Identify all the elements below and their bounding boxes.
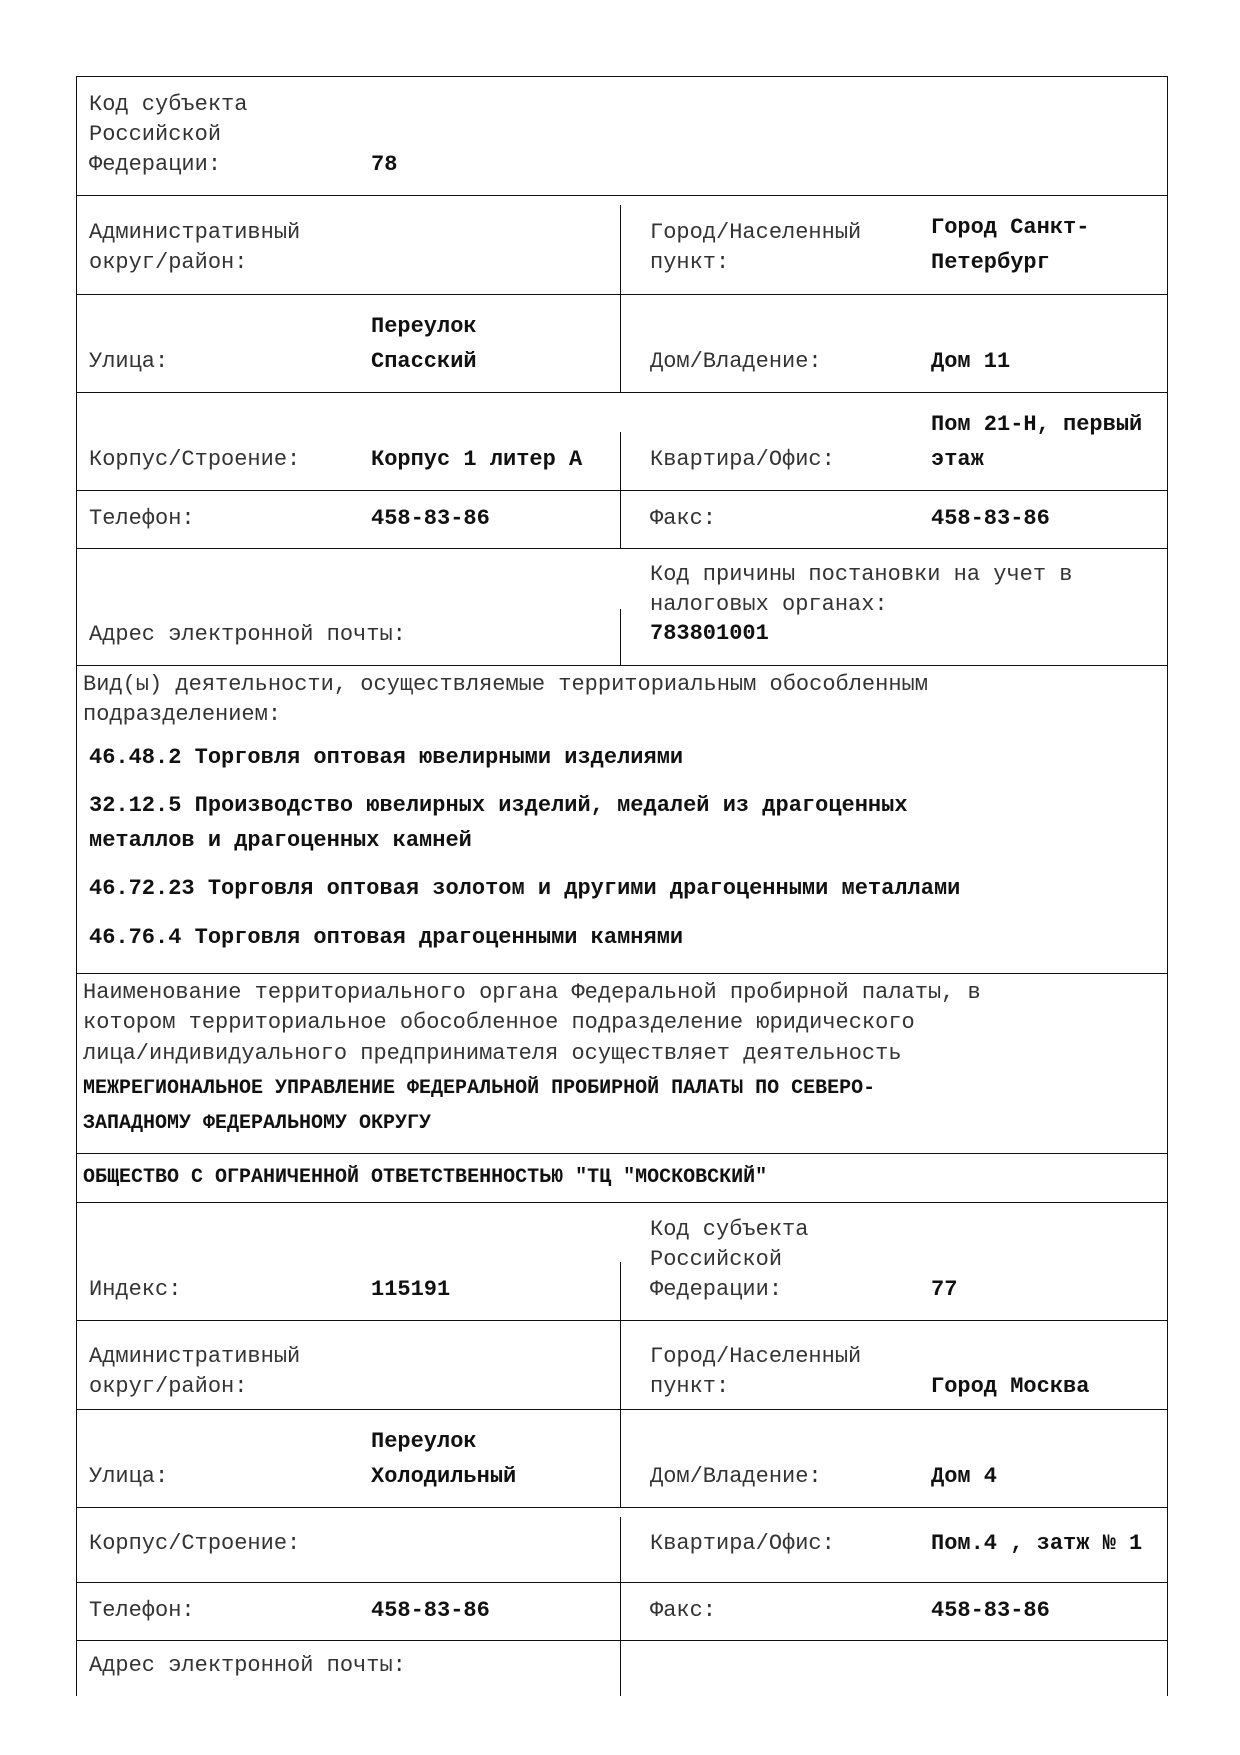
building-label: Корпус/Строение: [89,447,301,472]
authority-value: ЗАПАДНОМУ ФЕДЕРАЛЬНОМУ ОКРУГУ [83,1112,432,1135]
index-label: Индекс: [89,1277,182,1302]
column-separator [620,1262,621,1320]
district-label: округ/район: [89,1374,248,1399]
divider [76,1153,1168,1154]
divider [76,1507,1168,1508]
region-code-value: 78 [371,152,398,177]
region-code-label: Код субъекта [89,92,248,117]
divider [76,195,1168,196]
column-separator [620,432,621,490]
district-label: округ/район: [89,250,248,275]
activities-label: подразделением: [83,702,282,727]
divider [76,1320,1168,1321]
house-value: Дом 4 [931,1464,998,1489]
activity-item: 46.76.4 Торговля оптовая драгоценными камнями [89,925,684,950]
column-separator [620,490,621,548]
phone-value: 458-83-86 [371,506,490,531]
kpp-value: 783801001 [650,621,769,646]
kpp-label: налоговых органах: [650,592,888,617]
email-label: Адрес электронной почты: [89,622,406,647]
divider [76,1582,1168,1583]
divider [76,665,1168,666]
flat-value: Пом.4 , затж № 1 [931,1531,1143,1556]
fax-label: Факс: [650,1598,717,1623]
activity-item: 46.48.2 Торговля оптовая ювелирными изделиями [89,745,684,770]
authority-label: котором территориальное обособленное подразделение юридического [83,1010,915,1035]
district-label: Административный [89,220,301,245]
activity-item: 46.72.23 Торговля оптовая золотом и другими драгоценными металлами [89,876,961,901]
activity-item: 32.12.5 Производство ювелирных изделий, медалей из драгоценных [89,793,908,818]
region-code-label: Федерации: [89,152,222,177]
divider [76,1409,1168,1410]
column-separator [620,1409,621,1507]
authority-label: лица/индивидуального предпринимателя осуществляет деятельность [83,1041,902,1066]
phone-label: Телефон: [89,506,195,531]
flat-value: этаж [931,447,984,472]
city-label: пункт: [650,250,730,275]
kpp-label: Код причины постановки на учет в [650,562,1073,587]
divider [76,1640,1168,1641]
activity-item: металлов и драгоценных камней [89,828,472,853]
divider [76,76,1168,77]
activities-label: Вид(ы) деятельности, осуществляемые территориальным обособленным [83,672,928,697]
flat-label: Квартира/Офис: [650,1531,835,1556]
house-label: Дом/Владение: [650,349,822,374]
divider [76,294,1168,295]
street-value: Холодильный [371,1464,517,1489]
street-value: Переулок [371,314,477,339]
city-label: Город/Населенный [650,1344,862,1369]
street-value: Переулок [371,1429,477,1454]
fax-value: 458-83-86 [931,506,1050,531]
phone-value: 458-83-86 [371,1598,490,1623]
company-name: ОБЩЕСТВО С ОГРАНИЧЕННОЙ ОТВЕТСТВЕННОСТЬЮ "ТЦ "МОСКОВСКИЙ" [83,1166,768,1189]
column-separator [620,1517,621,1582]
street-value: Спасский [371,349,477,374]
divider [76,973,1168,974]
region-code-label: Российской [650,1247,783,1272]
building-value: Корпус 1 литер А [371,447,583,472]
divider [76,490,1168,491]
region-code-label: Федерации: [650,1277,783,1302]
region-code-label: Российской [89,122,222,147]
divider [76,392,1168,393]
city-label: Город/Населенный [650,220,862,245]
column-separator [620,1320,621,1409]
house-label: Дом/Владение: [650,1464,822,1489]
column-separator [620,294,621,392]
divider [76,548,1168,549]
street-label: Улица: [89,1464,169,1489]
column-separator [620,1582,621,1640]
form-page [76,76,1168,1696]
street-label: Улица: [89,349,169,374]
email-label: Адрес электронной почты: [89,1653,406,1678]
building-label: Корпус/Строение: [89,1531,301,1556]
city-value: Петербург [931,250,1050,275]
region-code-value: 77 [931,1277,958,1302]
district-label: Административный [89,1344,301,1369]
house-value: Дом 11 [931,349,1011,374]
authority-label: Наименование территориального органа Федеральной пробирной палаты, в [83,980,981,1005]
flat-value: Пом 21-Н, первый [931,412,1143,437]
column-separator [620,609,621,665]
authority-value: МЕЖРЕГИОНАЛЬНОЕ УПРАВЛЕНИЕ ФЕДЕРАЛЬНОЙ ПРОБИРНОЙ ПАЛАТЫ ПО СЕВЕРО- [83,1077,876,1100]
city-label: пункт: [650,1374,730,1399]
phone-label: Телефон: [89,1598,195,1623]
fax-label: Факс: [650,506,717,531]
city-value: Город Санкт- [931,215,1090,240]
divider [76,1202,1168,1203]
column-separator [620,205,621,294]
city-value: Город Москва [931,1374,1090,1399]
column-separator [620,1640,621,1696]
index-value: 115191 [371,1277,451,1302]
region-code-label: Код субъекта [650,1217,809,1242]
fax-value: 458-83-86 [931,1598,1050,1623]
flat-label: Квартира/Офис: [650,447,835,472]
